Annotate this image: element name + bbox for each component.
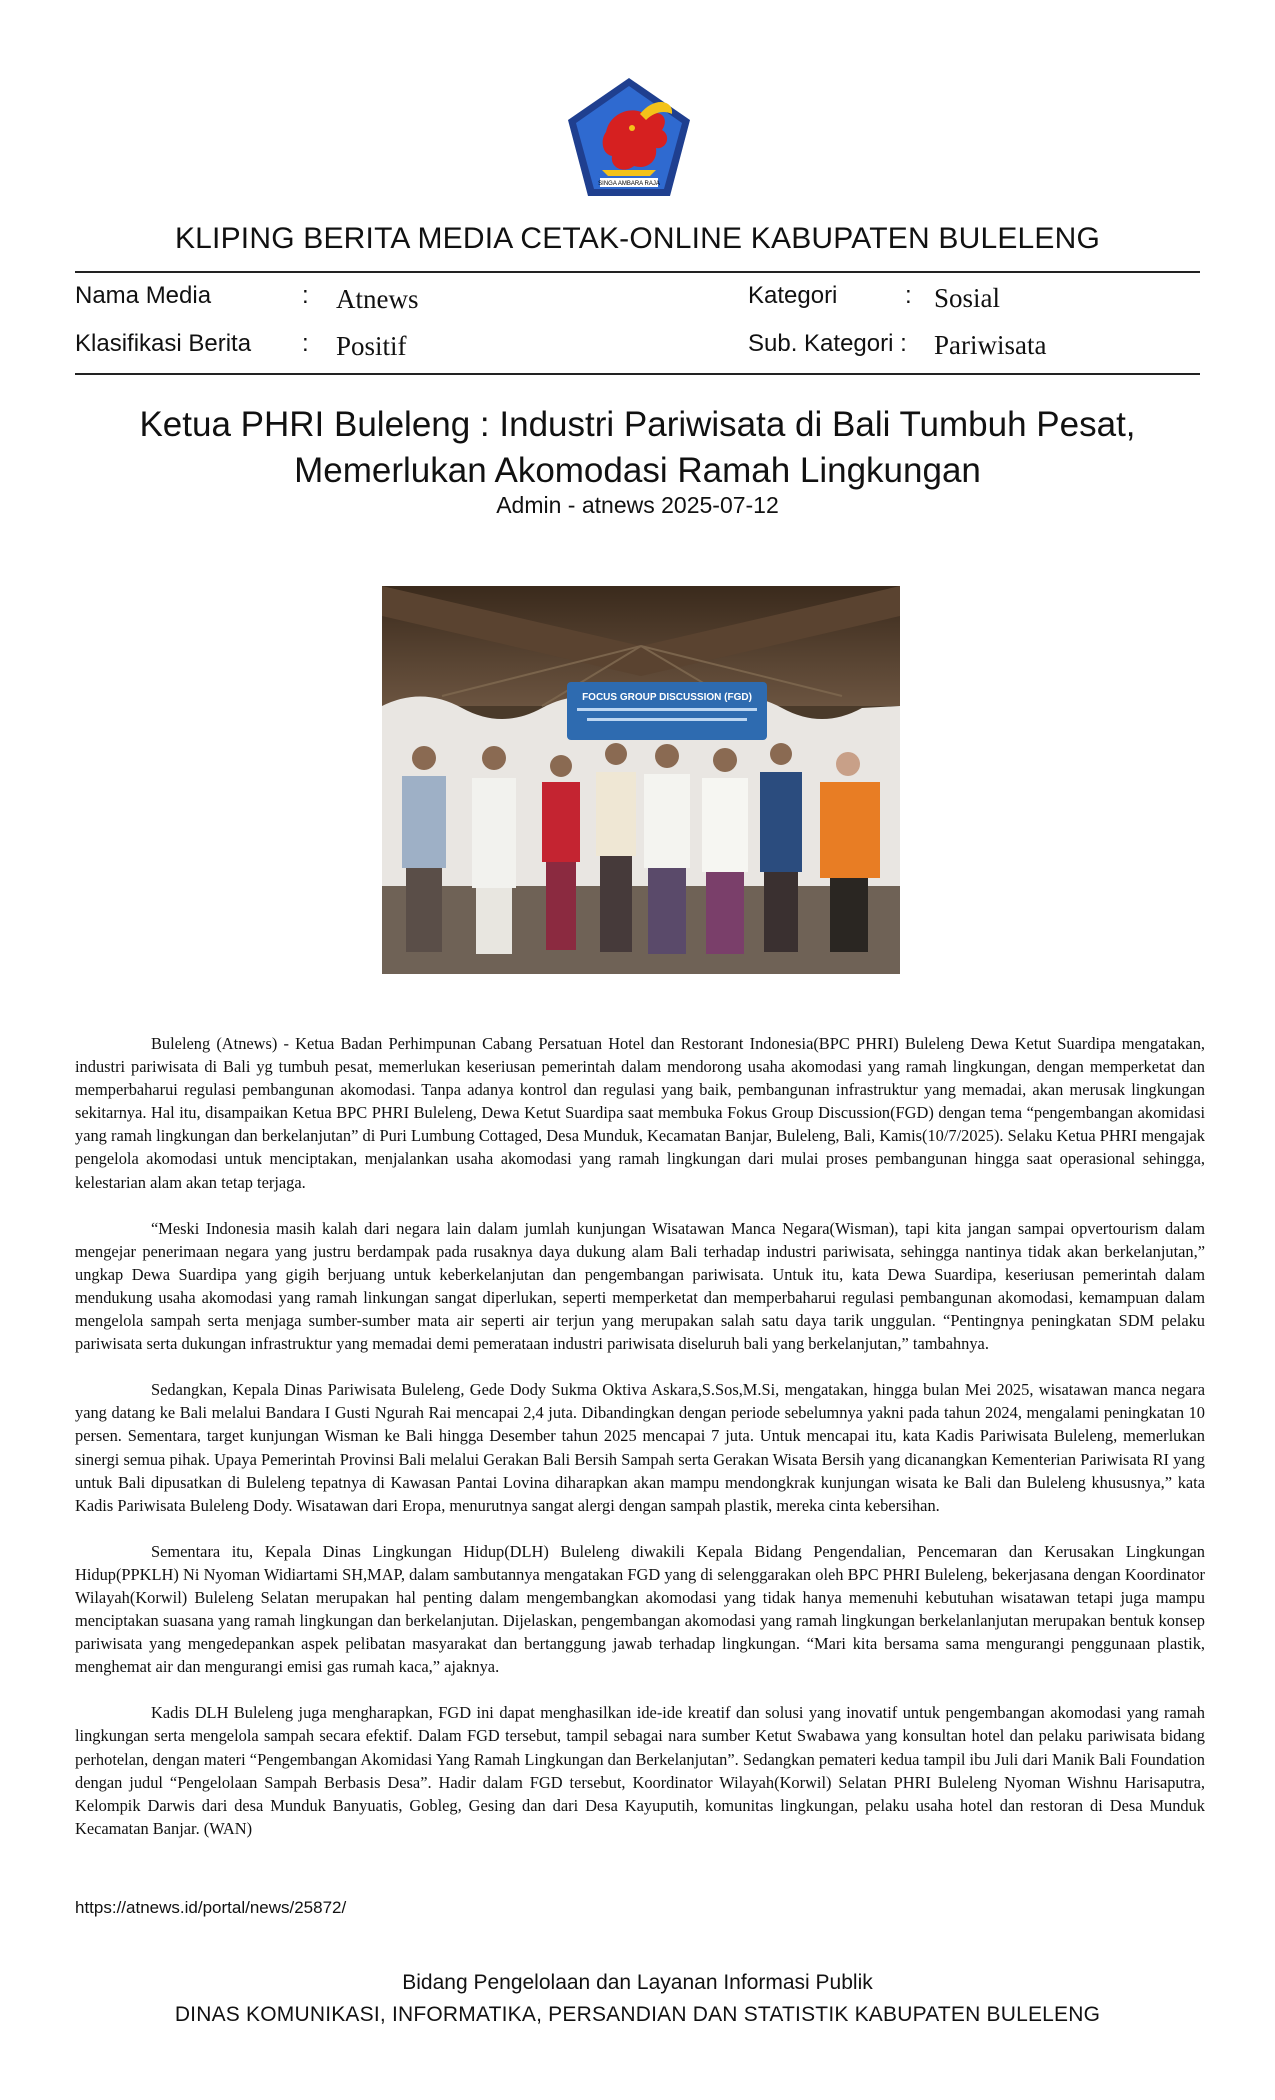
article-body (75, 1032, 1205, 1863)
nama-media-label: Nama Media (75, 282, 212, 309)
klasifikasi-label: Klasifikasi Berita (75, 330, 252, 357)
footer-agency: DINAS KOMUNIKASI, INFORMATIKA, PERSANDIAN DAN STATISTIK KABUPATEN BULELENG (174, 2003, 1101, 2026)
article-byline: Admin - atnews 2025-07-12 (496, 492, 779, 518)
footer-division: Bidang Pengelolaan dan Layanan Informasi Publik (402, 1971, 873, 1994)
subkategori-label: Sub. Kategori : (748, 330, 907, 357)
clipping-header-title: KLIPING BERITA MEDIA CETAK-ONLINE KABUPATEN BULELENG (174, 222, 1101, 255)
klasifikasi-value: Positif (336, 331, 407, 361)
logo-caption: SINGA AMBARA RAJA (598, 181, 660, 187)
header-rule-top (75, 271, 1200, 273)
singa-ambara-raja-crest-icon (562, 74, 696, 202)
kategori-label: Kategori (748, 282, 838, 309)
article-photo (382, 586, 900, 974)
regency-logo (562, 74, 696, 202)
nama-media-value: Atnews (336, 284, 419, 314)
article-title-line-1: Ketua PHRI Buleleng : Industri Pariwisata di Bali Tumbuh Pesat, (139, 405, 1136, 444)
article-paragraph: “Meski Indonesia masih kalah dari negara lain dalam jumlah kunjungan Wisatawan Manca Negara(Wisman), tapi kita jangan sampai opvertourism dalam mengejar penerimaan negara yang justru berdampak pada rusaknya daya dukung alam Bali terhadap industri pariwisata, sehingga nantinya tidak akan berkelanjutan,” ungkap Dewa Suardipa yang gigih berjuang untuk keberkelanjutan dan pengembangan pariwisata. Untuk itu, kata Dewa Suardipa, keseriusan pemerintah dalam mendukung usaha akomodasi yang ramah linkungan sangat diperlukan, seperti memperketat dan memperbaharui regulasi pembangunan akomodasi, kemampuan dalam mengelola sampah serta menjaga sumber-sumber mata air seperti air terjun yang merupakan salah satu daya tarik unggulan. “Pentingnya peningkatan SDM pelaku pariwisata serta dukungan infrastruktur yang memadai demi pemerataan industri pariwisata diseluruh bali yang berkelanjutan,” tambahnya. (75, 1218, 1205, 1354)
kategori-colon: : (905, 282, 912, 309)
banner-text: FOCUS GROUP DISCUSSION (FGD) (582, 692, 752, 703)
source-url: https://atnews.id/portal/news/25872/ (75, 1898, 347, 1917)
article-title-line-2: Memerlukan Akomodasi Ramah Lingkungan (294, 451, 981, 490)
klasifikasi-colon: : (302, 330, 309, 357)
article-paragraph: Buleleng (Atnews) - Ketua Badan Perhimpunan Cabang Persatuan Hotel dan Restorant Indonesia(BPC PHRI) Buleleng Dewa Ketut Suardipa mengatakan, industri pariwisata di Bali yg tumbuh pesat, memerlukan keseriusan pemerintah dalam mendorong usaha akomodasi yang ramah lingkungan, dengan memperketat dan memperbaharui regulasi pembangunan akomodasi. Tanpa adanya kontrol dan regulasi yang baik, pembangunan infrastruktur yang memadai, akan merusak lingkungan sekitarnya. Hal itu, disampaikan Ketua BPC PHRI Buleleng, Dewa Ketut Suardipa saat membuka Fokus Group Discussion(FGD) dengan tema “pengembangan akomidasi yang ramah lingkungan dan berkelanjutan” di Puri Lumbung Cottaged, Desa Munduk, Kecamatan Banjar, Buleleng, Bali, Kamis(10/7/2025). Selaku Ketua PHRI mengajak pengelola akomodasi untuk menciptakan, menjalankan usaha akomodasi yang ramah lingkungan dari mulai proses pembangunan hingga saat operasional sehingga, kelestarian alam akan tetap terjaga. (75, 1034, 1205, 1192)
article-title (0, 402, 1275, 494)
article-paragraph: Sementara itu, Kepala Dinas Lingkungan Hidup(DLH) Buleleng diwakili Kepala Bidang Pengendalian, Pencemaran dan Kerusakan Lingkungan Hidup(PPKLH) Ni Nyoman Widiartami SH,MAP, dalam sambutannya mengatakan FGD yang di selenggarakan oleh BPC PHRI Buleleng, bekerjasana dengan Koordinator Wilayah(Korwil) Buleleng Selatan merupakan hal penting dalam mengembangkan akomodasi yang tidak hanya memenuhi kebutuhan wisatawan tetapi juga mampu menciptakan suasana yang ramah lingkungan dan berkelanjutan. Dijelaskan, pengembangan akomodasi yang ramah lingkungan berkelanlanjutan merupakan bentuk konsep pariwisata yang mengedepankan aspek pelibatan masyarakat dan bertanggung jawab terhadap lingkungan. “Mari kita bersama sama mengurangi penggunaan plastik, menghemat air dan mengurangi emisi gas rumah kaca,” ajaknya. (75, 1541, 1205, 1677)
kategori-value: Sosial (934, 283, 1001, 313)
subkategori-value: Pariwisata (934, 330, 1047, 360)
article-paragraph: Kadis DLH Buleleng juga mengharapkan, FGD ini dapat menghasilkan ide-ide kreatif dan solusi yang inovatif untuk pengembangan akomodasi yang ramah lingkungan serta mengelola sampah secara efektif. Dalam FGD tersebut, tampil sebagai nara sumber Ketut Swabawa yang konsultan hotel dan pelaku pariwisata bidang perhotelan, dengan materi “Pengembangan Akomidasi Yang Ramah Lingkungan dan Berkelanjutan”. Sedangkan pemateri kedua tampil ibu Juli dari Manik Bali Foundation dengan judul “Pengelolaan Sampah Berbasis Desa”. Hadir dalam FGD tersebut, Koordinator Wilayah(Korwil) Selatan PHRI Buleleng Nyoman Wishnu Harisaputra, Kelompik Darwis dari desa Munduk Banyuatis, Gobleg, Gesing dan dari Desa Kayuputih, komunitas lingkungan, pelaku usaha hotel dan restoran di Desa Munduk Kecamatan Banjar. (WAN) (75, 1703, 1205, 1838)
article-paragraph: Sedangkan, Kepala Dinas Pariwisata Buleleng, Gede Dody Sukma Oktiva Askara,S.Sos,M.Si, mengatakan, hingga bulan Mei 2025, wisatawan manca negara yang datang ke Bali melalui Bandara I Gusti Ngurah Rai mencapai 2,4 juta. Dibandingkan dengan periode sebelumnya yakni pada tahun 2024, mengalami peningkatan 10 persen. Sementara, target kunjungan Wisman ke Bali hingga Desember tahun 2025 mencapai 7 juta. Untuk mencapai itu, kata Kadis Pariwisata Buleleng, memerlukan sinergi semua pihak. Upaya Pemerintah Provinsi Bali melalui Gerakan Bali Bersih Sampah serta Gerakan Wisata Bersih yang dicanangkan Kementerian Pariwisata RI yang untuk Bali dipusatkan di Buleleng tepatnya di Kawasan Pantai Lovina diharapkan akan mampu mendongkrak kunjungan wisata ke Bali dan Buleleng khususnya,” kata Kadis Pariwisata Buleleng Dody. Wisatawan dari Eropa, menurutnya sangat alergi dengan sampah plastik, mereka cinta kebersihan. (75, 1380, 1205, 1515)
nama-media-colon: : (302, 282, 309, 309)
header-rule-bottom (75, 373, 1200, 375)
